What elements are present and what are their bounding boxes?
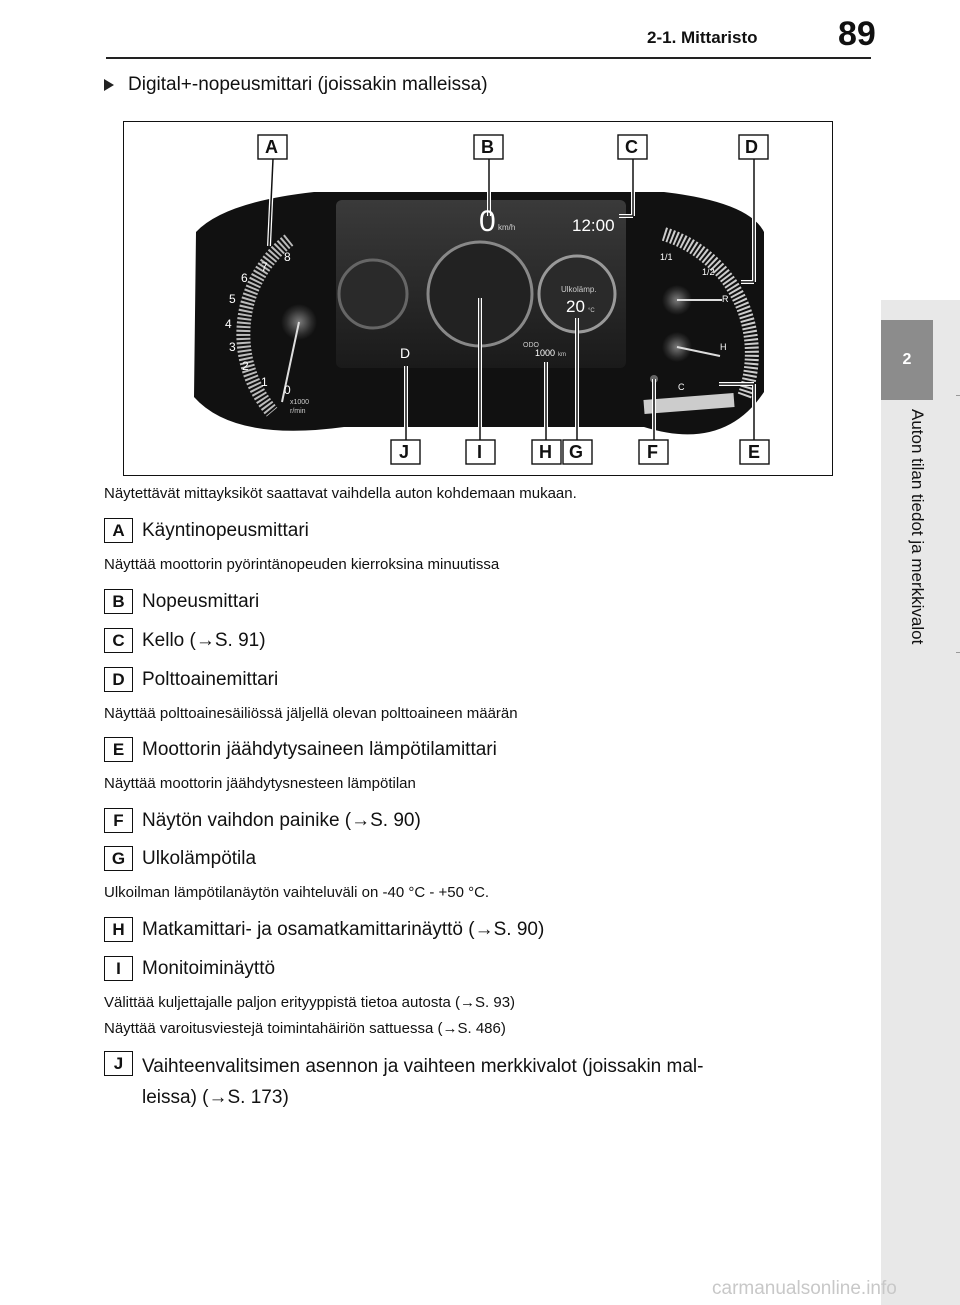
temp-c-label: C	[678, 382, 685, 392]
item-letter-box: F	[104, 808, 133, 833]
header-rule	[106, 57, 871, 59]
page-number: 89	[838, 15, 876, 53]
item-letter-box: H	[104, 917, 133, 942]
tach-number: 1	[261, 375, 268, 389]
callout-boxes-bottom	[391, 440, 769, 464]
item-letter-box: G	[104, 846, 133, 871]
tach-unit-1: x1000	[290, 399, 310, 406]
callout-letter: F	[647, 442, 658, 462]
watermark: carmanualsonline.info	[712, 1278, 897, 1299]
odo-value: 1000	[535, 348, 556, 358]
item-desc: Näyttää moottorin pyörintänopeuden kierroksina minuutissa	[104, 556, 500, 573]
speed-unit: km/h	[498, 223, 516, 232]
tab-tick	[956, 652, 960, 653]
tach-zero: 0	[284, 383, 291, 397]
cluster-illustration	[124, 122, 834, 477]
item-letter-box: B	[104, 589, 133, 614]
item-g	[104, 846, 256, 871]
chapter-number: 2	[881, 320, 933, 400]
item-f	[104, 808, 421, 833]
item-letter-box: A	[104, 518, 133, 543]
intro-heading-text: Digital+-nopeusmittari (joissakin malleissa)	[128, 74, 488, 95]
fuel-r-label: R	[722, 294, 729, 304]
item-title: Nopeusmittari	[142, 590, 260, 612]
chapter-title: Auton tilan tiedot ja merkkivalot	[908, 409, 927, 645]
tach-number: 2	[242, 359, 249, 373]
tach-number: 3	[229, 340, 236, 354]
item-title	[142, 1051, 842, 1113]
item-letter-box: I	[104, 956, 133, 981]
gear-indicator: D	[400, 345, 411, 361]
tach-number: 5	[229, 292, 236, 306]
outside-temp-value: 20	[566, 297, 585, 316]
item-a	[104, 518, 309, 543]
item-i	[104, 956, 275, 981]
section-title: 2-1. Mittaristo	[647, 28, 758, 47]
item-title-line: Vaihteenvalitsimen asennon ja vaihteen merkkivalot (joissakin mal-	[142, 1056, 704, 1077]
callout-letter: E	[748, 442, 761, 462]
callout-letter: C	[625, 137, 638, 157]
item-title: Ulkolämpötila	[142, 847, 257, 869]
item-h	[104, 917, 544, 942]
clock-value: 12:00	[572, 216, 615, 235]
item-title: Näytön vaihdon painike (→S. 90)	[142, 809, 421, 831]
tab-tick	[956, 395, 960, 396]
callout-letter: B	[481, 137, 494, 157]
item-letter-box: J	[104, 1051, 133, 1076]
tach-unit-2: r/min	[290, 408, 306, 415]
item-title: Polttoainemittari	[142, 668, 279, 690]
item-title: Kello (→S. 91)	[142, 629, 266, 651]
callout-letter: J	[399, 442, 410, 462]
item-desc: Näyttää varoitusviestejä toimintahäiriön sattuessa (→S. 486)	[104, 1020, 506, 1037]
item-b	[104, 589, 259, 614]
item-title: Monitoiminäyttö	[142, 957, 276, 979]
fuel-full-label: 1/1	[660, 252, 673, 262]
callout-letter: H	[539, 442, 552, 462]
item-title-line: leissa) (→S. 173)	[142, 1087, 289, 1108]
item-title: Käyntinopeusmittari	[142, 519, 309, 541]
item-desc: Näyttää moottorin jäähdytysnesteen lämpötilan	[104, 775, 416, 792]
callout-letter: A	[265, 137, 278, 157]
item-letter-box: E	[104, 737, 133, 762]
callout-letter: G	[569, 442, 584, 462]
intro-heading	[104, 74, 488, 96]
item-c	[104, 628, 266, 653]
item-desc: Ulkoilman lämpötilanäytön vaihteluväli on -40 °C - +50 °C.	[104, 884, 490, 901]
odo-label: ODO	[523, 342, 539, 349]
item-desc: Välittää kuljettajalle paljon erityyppistä tietoa autosta (→S. 93)	[104, 994, 516, 1011]
callout-letter: D	[745, 137, 758, 157]
triangle-bullet-icon	[104, 79, 114, 91]
temp-h-label: H	[720, 342, 727, 352]
outside-temp-label: Ulkolämp.	[561, 285, 597, 294]
item-title: Moottorin jäähdytysaineen lämpötilamittari	[142, 738, 497, 760]
tach-number: 6	[241, 271, 248, 285]
tach-number: 7	[261, 260, 268, 274]
left-gauge	[339, 260, 407, 328]
item-d	[104, 667, 278, 692]
callout-letter: I	[477, 442, 483, 462]
tach-number: 8	[284, 250, 291, 264]
fuel-half-label: 1/2	[702, 267, 715, 277]
outside-temp-unit: °C	[588, 308, 595, 314]
item-desc: Näyttää polttoainesäiliössä jäljellä olevan polttoaineen määrän	[104, 705, 518, 722]
odo-unit: km	[558, 352, 566, 358]
tach-number: 4	[225, 317, 232, 331]
figure-caption: Näytettävät mittayksiköt saattavat vaihdella auton kohdemaan mukaan.	[104, 485, 577, 502]
speed-value: 0	[479, 205, 496, 238]
callout-boxes-top	[258, 135, 768, 159]
item-e	[104, 737, 497, 762]
item-letter-box: C	[104, 628, 133, 653]
item-letter-box: D	[104, 667, 133, 692]
item-title: Matkamittari- ja osamatkamittarinäyttö (→S. 90)	[142, 918, 545, 940]
instrument-cluster-figure	[123, 121, 833, 476]
